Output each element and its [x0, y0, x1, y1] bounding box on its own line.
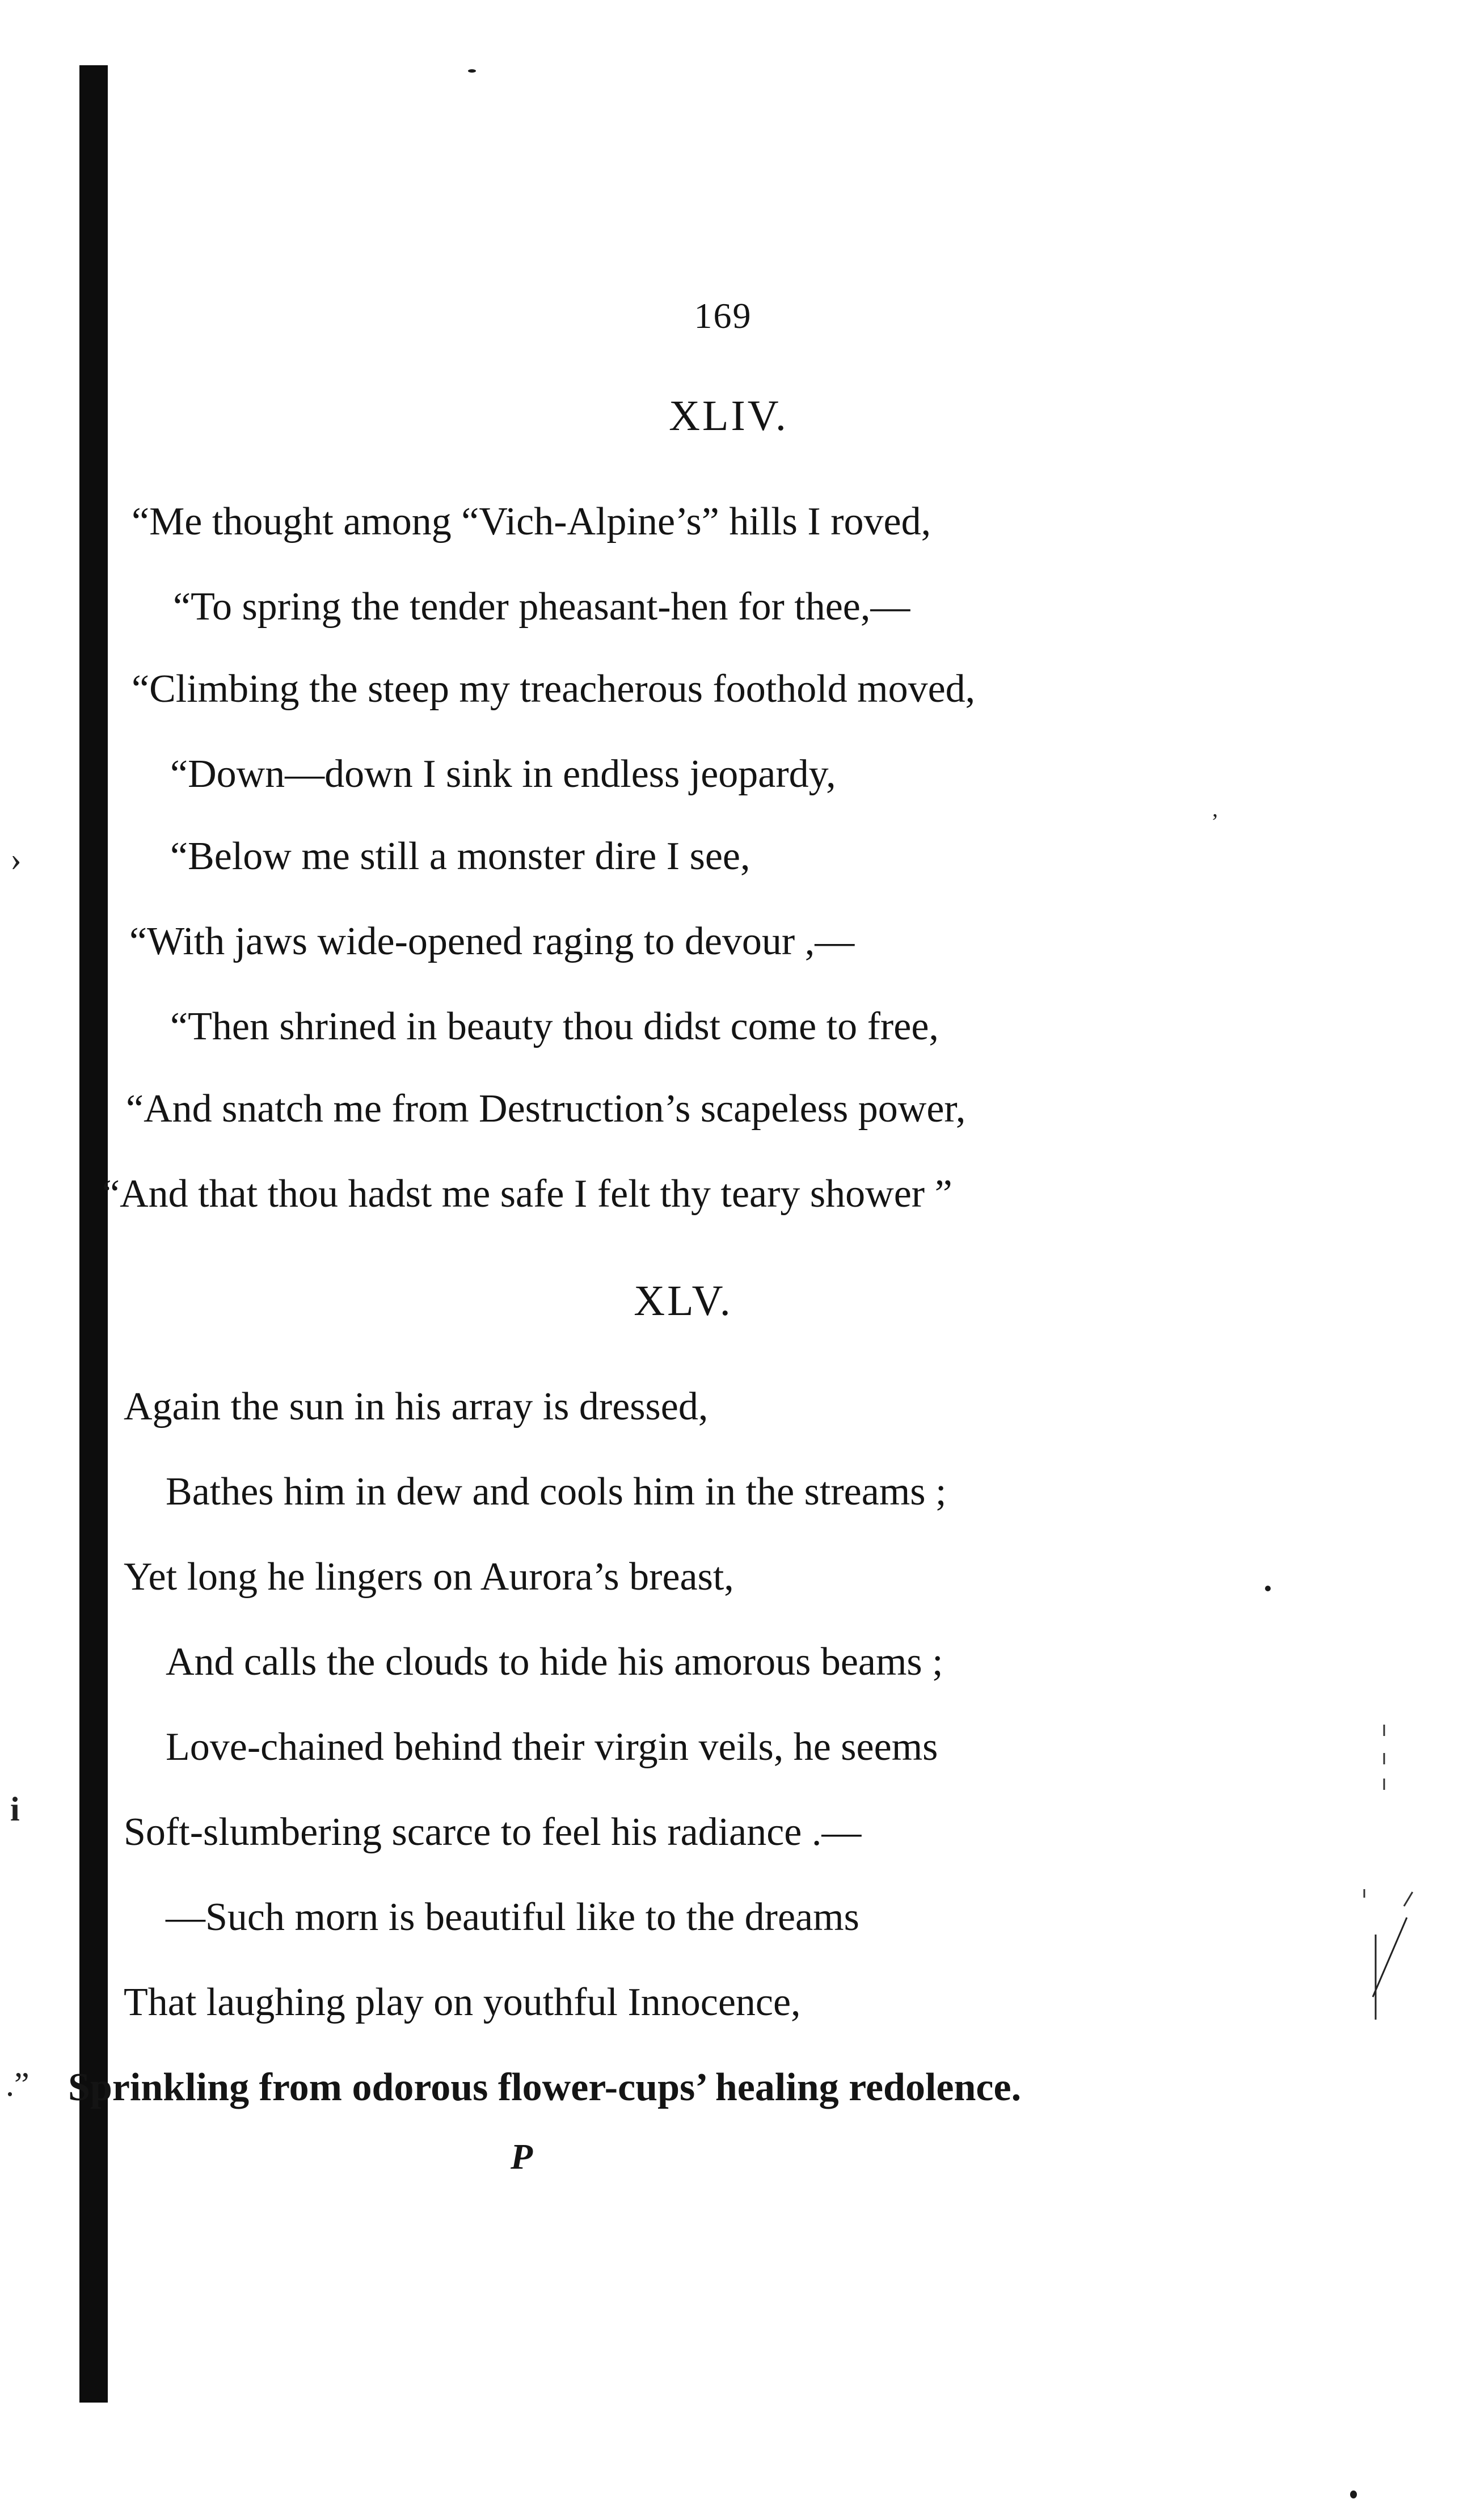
verse-line: “Below me still a monster dire I see, [170, 835, 750, 878]
catchword: P [511, 2136, 533, 2177]
ink-speck [1265, 1586, 1271, 1591]
verse-line: “Climbing the steep my treacherous foothold moved, [132, 667, 976, 711]
pencil-marks [1350, 1702, 1430, 2020]
margin-mark: .” [6, 2066, 29, 2103]
verse-line: “To spring the tender pheasant-hen for thee,— [173, 585, 910, 629]
margin-mark: › [10, 840, 22, 878]
verse-line: Again the sun in his array is dressed, [124, 1385, 709, 1428]
ink-speck [1350, 2490, 1357, 2498]
margin-mark: i [10, 1790, 20, 1828]
verse-line: —Such morn is beautiful like to the dreams [166, 1895, 859, 1939]
verse-line: Soft-slumbering scarce to feel his radiance .— [124, 1810, 862, 1854]
verse-line: “And that thou hadst me safe I felt thy teary shower ” [102, 1172, 952, 1216]
verse-line: And calls the clouds to hide his amorous beams ; [166, 1640, 943, 1684]
verse-line: Sprinkling from odorous flower-cups’ healing redolence. [68, 2066, 1022, 2109]
verse-line: “With jaws wide-opened raging to devour ,— [129, 920, 855, 963]
ink-speck [468, 69, 476, 73]
margin-mark: ʼ [1211, 809, 1219, 835]
verse-line: “And snatch me from Destruction’s scapeless power, [126, 1087, 966, 1131]
stanza-heading: XLV. [634, 1277, 733, 1325]
verse-line: “Then shrined in beauty thou didst come to free, [170, 1005, 939, 1048]
verse-line: “Me thought among “Vich-Alpine’s” hills I roved, [132, 500, 931, 543]
verse-line: That laughing play on youthful Innocence, [124, 1980, 801, 2024]
verse-line: Bathes him in dew and cools him in the streams ; [166, 1470, 947, 1514]
stanza-heading: XLIV. [669, 392, 789, 440]
page-number: 169 [694, 296, 752, 336]
verse-line: “Down—down I sink in endless jeopardy, [170, 752, 836, 796]
verse-line: Love-chained behind their virgin veils, he seems [166, 1725, 938, 1769]
verse-line: Yet long he lingers on Aurora’s breast, [124, 1555, 734, 1599]
